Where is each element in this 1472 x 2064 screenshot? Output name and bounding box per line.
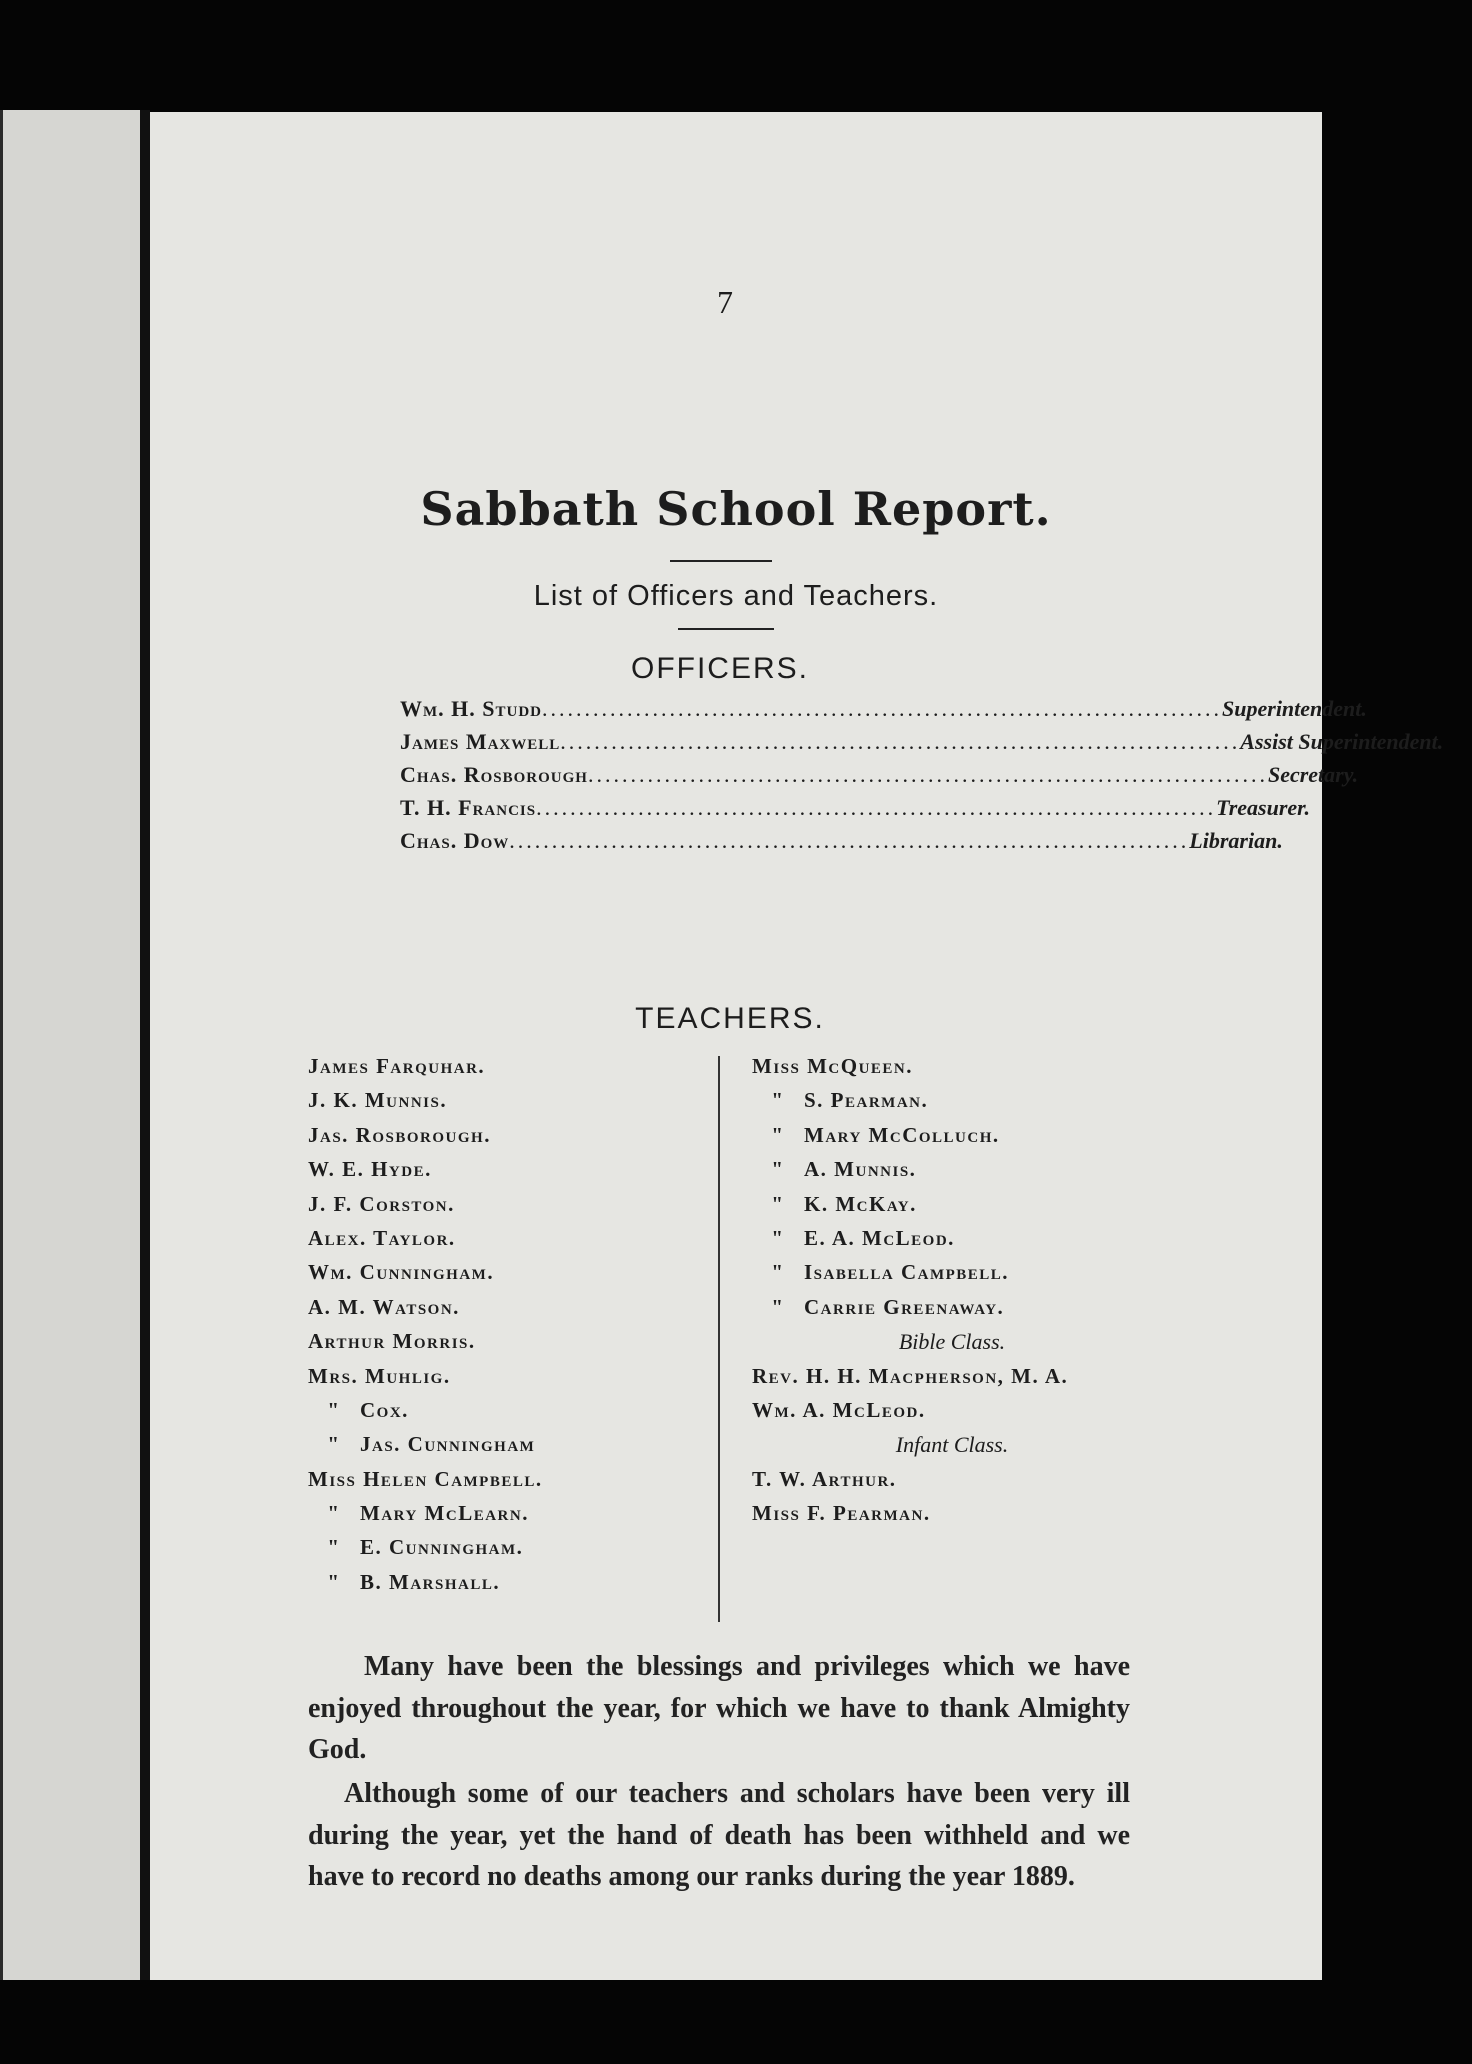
teacher-row — [308, 1570, 728, 1604]
teacher-name: S. Pearman. — [804, 1088, 929, 1113]
officer-role: Superintendent. — [1222, 696, 1367, 721]
teacher-row — [308, 1157, 728, 1191]
teacher-name: W. E. Hyde. — [308, 1157, 432, 1182]
page-number: 7 — [717, 284, 733, 320]
teacher-row — [308, 1226, 728, 1260]
officer-role: Librarian. — [1189, 828, 1283, 853]
teacher-row — [308, 1260, 728, 1294]
teacher-row — [308, 1192, 728, 1226]
teacher-row — [752, 1192, 1272, 1226]
teacher-row — [308, 1364, 728, 1398]
paragraph-blessings: Many have been the blessings and privileges which we have enjoyed throughout the year, for which we have to thank Almighty God. — [308, 1651, 1130, 1765]
infant-class-member: Miss F. Pearman. — [752, 1501, 931, 1526]
teacher-name: Arthur Morris. — [308, 1329, 476, 1354]
ditto-mark: " — [327, 1501, 341, 1526]
teacher-row — [308, 1123, 728, 1157]
teacher-name: E. Cunningham. — [360, 1535, 524, 1560]
ditto-mark: " — [327, 1569, 341, 1594]
officer-role: Secretary. — [1267, 762, 1359, 787]
ditto-mark: " — [327, 1535, 341, 1560]
ditto-mark: " — [771, 1191, 785, 1216]
teacher-name: Mary McColluch. — [804, 1122, 1000, 1147]
teacher-name: Jas. Cunningham — [360, 1432, 536, 1457]
teacher-row — [308, 1088, 728, 1122]
teacher-row — [308, 1501, 728, 1535]
officer-row — [400, 828, 1283, 861]
title-rule — [670, 560, 772, 562]
officer-row — [400, 729, 1444, 762]
ditto-mark: " — [327, 1397, 341, 1422]
teacher-name: A. Munnis. — [804, 1157, 917, 1182]
teachers-heading: TEACHERS. — [635, 1002, 825, 1035]
officer-row — [400, 795, 1311, 828]
subtitle-rule — [678, 628, 774, 630]
officer-role: Treasurer. — [1216, 795, 1311, 820]
teacher-row — [752, 1123, 1272, 1157]
teacher-name: E. A. McLeod. — [804, 1225, 955, 1250]
teacher-name: Carrie Greenaway. — [804, 1294, 1005, 1319]
teacher-row — [308, 1535, 728, 1569]
teacher-row — [752, 1157, 1272, 1191]
leader-dots: ................................................................................ — [587, 762, 1268, 787]
leader-dots: ................................................................................ — [536, 795, 1217, 820]
teacher-row — [752, 1088, 1272, 1122]
teachers-right-column — [752, 1054, 1272, 1535]
teacher-row — [308, 1398, 728, 1432]
officer-name: James Maxwell — [400, 729, 561, 754]
teacher-row — [308, 1295, 728, 1329]
officers-heading: OFFICERS. — [630, 652, 809, 685]
teacher-row — [308, 1054, 728, 1088]
teacher-name: James Farquhar. — [308, 1054, 486, 1078]
teacher-row — [752, 1295, 1272, 1329]
infant-class-heading: Infant Class. — [895, 1432, 1009, 1458]
subtitle: List of Officers and Teachers. — [533, 580, 939, 612]
ditto-mark: " — [771, 1122, 785, 1147]
ditto-mark: " — [771, 1260, 785, 1285]
ditto-mark: " — [771, 1294, 785, 1319]
ditto-mark: " — [771, 1088, 785, 1113]
teachers-left-column — [308, 1054, 728, 1604]
teacher-row — [752, 1226, 1272, 1260]
page-gutter — [140, 110, 150, 1980]
teacher-name: Isabella Campbell. — [804, 1260, 1010, 1285]
teacher-name: Miss McQueen. — [752, 1054, 914, 1078]
bible-class-member: Rev. H. H. Macpherson, M. A. — [752, 1363, 1069, 1388]
officer-name: T. H. Francis — [400, 795, 537, 820]
teacher-name: K. McKay. — [804, 1191, 917, 1216]
teacher-name: Cox. — [360, 1397, 409, 1422]
teacher-name: Mrs. Muhlig. — [308, 1363, 451, 1388]
teacher-name: Wm. Cunningham. — [308, 1260, 495, 1285]
teacher-name: Mary McLearn. — [360, 1501, 529, 1526]
ditto-mark: " — [771, 1225, 785, 1250]
facing-page-edge — [0, 110, 140, 1980]
column-divider — [718, 1056, 720, 1622]
officer-name: Chas. Rosborough — [400, 762, 588, 787]
officer-name: Wm. H. Studd — [400, 696, 543, 721]
page-title: Sabbath School Report. — [420, 482, 1052, 536]
leader-dots: ................................................................................ — [509, 828, 1190, 853]
teacher-name: J. K. Munnis. — [308, 1088, 448, 1113]
teacher-name: Jas. Rosborough. — [308, 1122, 491, 1147]
teacher-name: Alex. Taylor. — [308, 1225, 456, 1250]
document-page — [150, 112, 1444, 1980]
ditto-mark: " — [327, 1432, 341, 1457]
teacher-name: A. M. Watson. — [308, 1294, 460, 1319]
officer-row — [400, 696, 1367, 729]
leader-dots: ................................................................................ — [560, 729, 1241, 754]
teacher-row — [308, 1329, 728, 1363]
teacher-row — [308, 1432, 728, 1466]
teacher-row — [308, 1467, 728, 1501]
teacher-name: J. F. Corston. — [308, 1191, 455, 1216]
leader-dots: ................................................................................ — [542, 696, 1223, 721]
teacher-name: B. Marshall. — [360, 1569, 501, 1594]
ditto-mark: " — [771, 1157, 785, 1182]
teacher-row — [752, 1260, 1272, 1294]
officer-role: Assist Superintendent. — [1240, 729, 1444, 754]
teacher-row — [752, 1054, 1272, 1088]
paragraph-deaths: Although some of our teachers and scholars have been very ill during the year, yet the hand of death has been withheld and we have to record no deaths among our ranks during the year 1889. — [308, 1778, 1130, 1892]
infant-class-member: T. W. Arthur. — [752, 1466, 897, 1491]
officer-name: Chas. Dow — [400, 828, 510, 853]
teacher-name: Miss Helen Campbell. — [308, 1466, 543, 1491]
bible-class-member: Wm. A. McLeod. — [752, 1397, 926, 1422]
officers-list — [400, 696, 1444, 861]
officer-row — [400, 762, 1359, 795]
bible-class-heading: Bible Class. — [898, 1329, 1006, 1355]
